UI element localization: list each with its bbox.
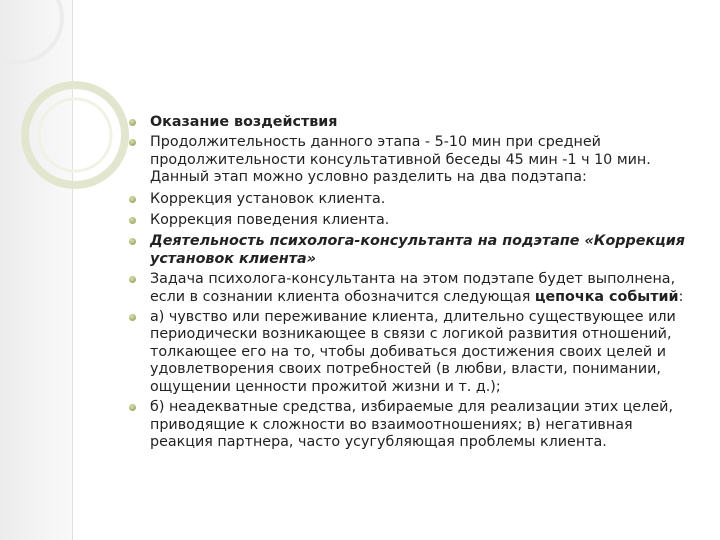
bullet-list bbox=[136, 114, 696, 451]
bullet-item bbox=[136, 114, 696, 131]
bullet-item bbox=[136, 233, 696, 268]
bullet-item bbox=[136, 191, 696, 208]
bullet-icon bbox=[129, 196, 136, 203]
bullet-item bbox=[136, 212, 696, 229]
bullet-text: Оказание воздействия bbox=[150, 114, 338, 130]
bullet-text: б) неадекватные средства, избираемые для реализации этих целей, приводящие к сложности во взаимоотношениях; в) негативная реакция партнера, часто усугубляющая проблемы клиента. bbox=[150, 399, 674, 450]
bullet-icon bbox=[129, 217, 136, 224]
decorative-ring-top bbox=[0, 0, 62, 62]
bullet-suffix: : bbox=[678, 288, 684, 305]
bullet-text: Коррекция поведения клиента. bbox=[150, 212, 390, 229]
bullet-item bbox=[136, 309, 696, 396]
bullet-item bbox=[136, 399, 696, 451]
bullet-emphasis: цепочка событий bbox=[534, 288, 679, 305]
bullet-icon bbox=[129, 119, 136, 126]
bullet-item bbox=[136, 271, 696, 306]
bullet-icon bbox=[129, 314, 136, 321]
bullet-text: Коррекция установок клиента. bbox=[150, 190, 386, 207]
bullet-text: Продолжительность данного этапа - 5-10 мин при средней продолжительности консультативной беседы 45 мин -1 ч 10 мин. Данный этап можно условно разделить на два подэтапа: bbox=[150, 134, 651, 186]
bullet-text: Задача психолога-консультанта на этом подэтапе будет выполнена, если в сознании клиента обозначится следующая bbox=[150, 271, 676, 305]
decorative-ring-inner bbox=[39, 99, 111, 171]
bullet-text: Деятельность психолога-консультанта на подэтапе «Коррекция установок клиента» bbox=[150, 233, 685, 267]
bullet-item bbox=[136, 134, 696, 186]
bullet-text: а) чувство или переживание клиента, длительно существующее или периодически возникающее в связи с логикой развития отношений, толкающее его на то, чтобы добиваться достижения своих целей и удовлетворения своих потребностей (в любви, власти, понимании, ощущении ценности прожитой жизни и т. д.); bbox=[150, 309, 676, 395]
